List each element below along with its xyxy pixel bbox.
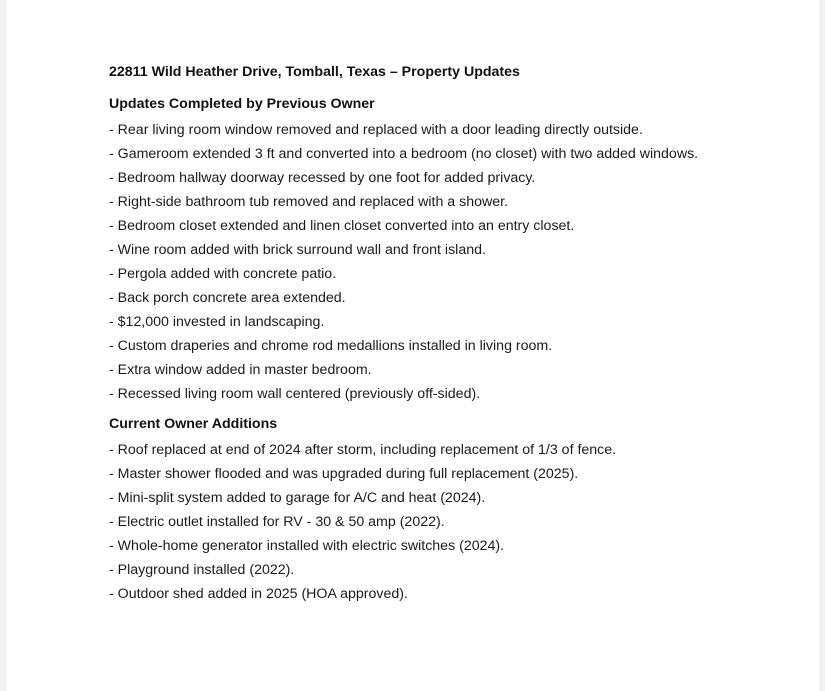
list-item: - $12,000 invested in landscaping. [109,314,325,330]
list-item: - Right-side bathroom tub removed and replaced with a shower. [109,194,509,210]
list-item: - Electric outlet installed for RV - 30 & 50 amp (2022). [109,514,445,530]
document-content [109,62,789,606]
list-item: - Outdoor shed added in 2025 (HOA approved). [109,586,408,602]
section-previous-owner [109,94,789,406]
list-item: - Extra window added in master bedroom. [109,362,372,378]
section-heading: Updates Completed by Previous Owner [109,96,375,112]
addition-list [109,438,789,606]
section-current-owner [109,414,789,606]
list-item: - Mini-split system added to garage for A/C and heat (2024). [109,490,486,506]
list-item: - Wine room added with brick surround wall and front island. [109,242,486,258]
list-item: - Master shower flooded and was upgraded during full replacement (2025). [109,466,579,482]
list-item: - Gameroom extended 3 ft and converted into a bedroom (no closet) with two added windows. [109,146,699,162]
list-item: - Recessed living room wall centered (previously off-sided). [109,386,481,402]
update-list [109,118,789,406]
list-item: - Whole-home generator installed with electric switches (2024). [109,538,505,554]
list-item: - Roof replaced at end of 2024 after storm, including replacement of 1/3 of fence. [109,442,617,458]
document-page [7,0,819,691]
section-heading: Current Owner Additions [109,416,278,432]
list-item: - Playground installed (2022). [109,562,295,578]
document-title: 22811 Wild Heather Drive, Tomball, Texas – Property Updates [109,64,520,80]
list-item: - Bedroom hallway doorway recessed by one foot for added privacy. [109,170,536,186]
list-item: - Rear living room window removed and replaced with a door leading directly outside. [109,122,643,138]
list-item: - Back porch concrete area extended. [109,290,346,306]
list-item: - Pergola added with concrete patio. [109,266,337,282]
list-item: - Bedroom closet extended and linen closet converted into an entry closet. [109,218,575,234]
list-item: - Custom draperies and chrome rod medallions installed in living room. [109,338,553,354]
